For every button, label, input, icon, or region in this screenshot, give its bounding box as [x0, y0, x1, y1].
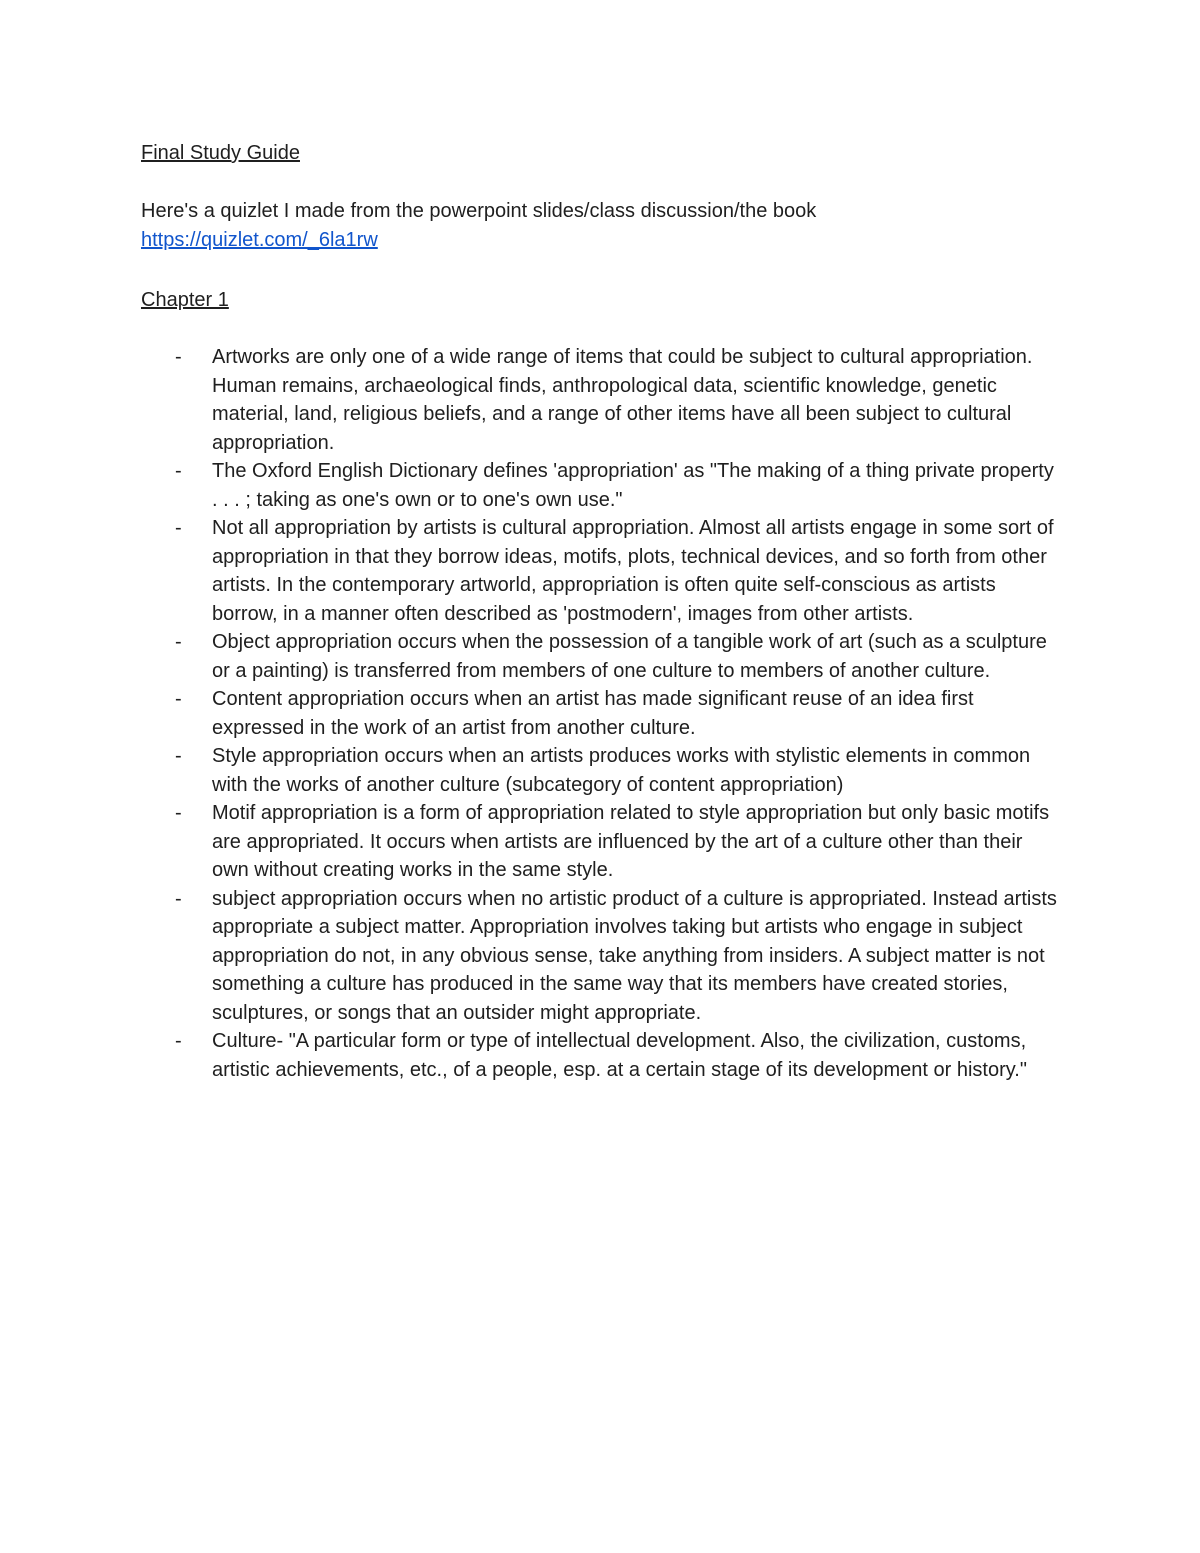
list-item-text: Not all appropriation by artists is cultural appropriation. Almost all artists engage in some sort of appropriation in that they borrow ideas, motifs, plots, technical devices, and so forth from other artists. In the contemporary artworld, appropriation is often quite self-conscious as artists borrow, in a manner often described as 'postmodern', images from other artists.: [212, 517, 1054, 625]
list-item: [141, 343, 1061, 457]
list-item-text: subject appropriation occurs when no artistic product of a culture is appropriated. Instead artists appropriate a subject matter. Appropriation involves taking but artists who engage in subject appropriation do not, in any obvious sense, take anything from insiders. A subject matter is not something a culture has produced in the same way that its members have created stories, sculptures, or songs that an outsider might appropriate.: [212, 887, 1057, 1024]
bullet-marker: -: [175, 460, 182, 482]
list-item: [141, 457, 1061, 514]
list-item-text: Object appropriation occurs when the possession of a tangible work of art (such as a sculpture or a painting) is transferred from members of one culture to members of another culture.: [212, 631, 1047, 682]
document-title: Final Study Guide: [141, 142, 300, 164]
bullet-marker: -: [175, 1030, 182, 1052]
spacer: [141, 254, 1061, 286]
list-item: [141, 742, 1061, 799]
list-item: [141, 514, 1061, 628]
chapter-heading: Chapter 1: [141, 289, 229, 311]
list-item: [141, 628, 1061, 685]
list-item-text: Content appropriation occurs when an artist has made significant reuse of an idea first expressed in the work of an artist from another culture.: [212, 688, 974, 739]
list-item-text: The Oxford English Dictionary defines 'appropriation' as "The making of a thing private property . . . ; taking as one's own or to one's own use.": [212, 460, 1054, 511]
bullet-marker: -: [175, 887, 182, 910]
document-page: [141, 139, 1061, 1084]
list-item: [141, 885, 1061, 1028]
list-item-text: Artworks are only one of a wide range of items that could be subject to cultural appropriation. Human remains, archaeological finds, anthropological data, scientific knowledge, genetic material, land, religious beliefs, and a range of other items have all been subject to cultural appropriation.: [212, 346, 1033, 454]
bullet-marker: -: [175, 631, 182, 653]
quizlet-link[interactable]: https://quizlet.com/_6la1rw: [141, 228, 378, 251]
list-item: [141, 1027, 1061, 1084]
spacer: [141, 168, 1061, 197]
list-item: [141, 685, 1061, 742]
bullet-marker: -: [175, 802, 182, 824]
list-item-text: Culture- "A particular form or type of intellectual development. Also, the civilization, customs, artistic achievements, etc., of a people, esp. at a certain stage of its development or history.": [212, 1030, 1027, 1081]
list-item-text: Style appropriation occurs when an artists produces works with stylistic elements in common with the works of another culture (subcategory of content appropriation): [212, 745, 1031, 796]
bullet-marker: -: [175, 346, 182, 368]
spacer: [141, 315, 1061, 343]
bullet-marker: -: [175, 688, 182, 710]
list-item: [141, 799, 1061, 885]
list-item-text: Motif appropriation is a form of appropriation related to style appropriation but only basic motifs are appropriated. It occurs when artists are influenced by the art of a culture other than their own without creating works in the same style.: [212, 802, 1050, 881]
bullet-list: [141, 343, 1061, 1084]
bullet-marker: -: [175, 745, 182, 767]
bullet-marker: -: [175, 517, 182, 539]
intro-text: Here's a quizlet I made from the powerpoint slides/class discussion/the book: [141, 200, 817, 222]
